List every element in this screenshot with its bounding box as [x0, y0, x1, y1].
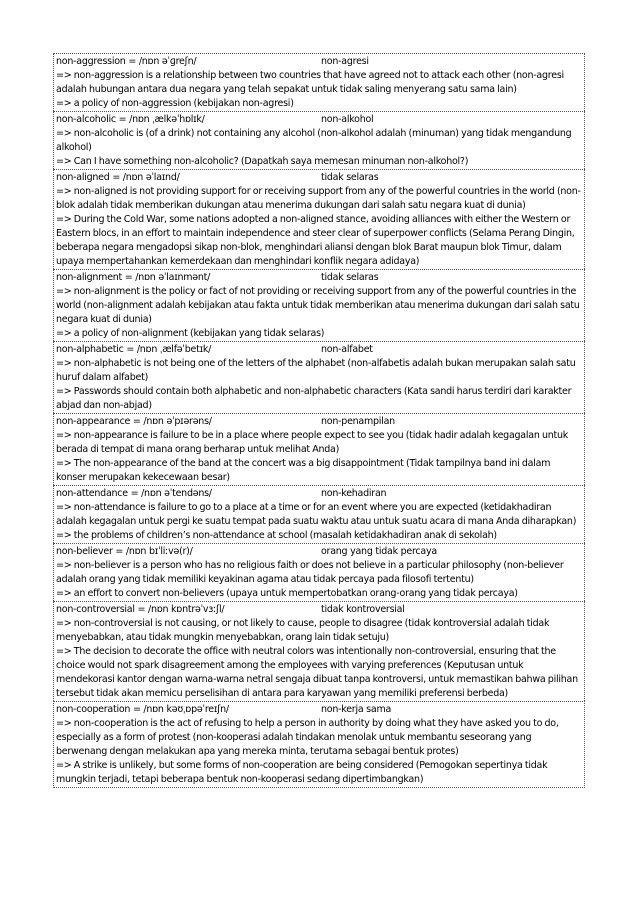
dictionary-entry	[53, 53, 585, 111]
entry-translation: non-alkohol	[321, 114, 374, 125]
entry-definition: => non-believer is a person who has no religious faith or does not believe in a particular philosophy (non-believer adalah orang yang tidak memiliki keyakinan agama atau tidak percaya pada filosofi tertentu)	[56, 560, 564, 585]
entry-term: non-cooperation = /nɒn kəʊˌɒpəˈreɪʃn/	[56, 704, 229, 715]
entry-example: => Passwords should contain both alphabetic and non-alphabetic characters (Kata sandi harus terdiri dari karakter abjad dan non-abjad)	[56, 386, 572, 411]
entry-example: => The decision to decorate the office with neutral colors was intentionally non-controversial, ensuring that the choice would not spark disagreement among the employees with varying preferences (Keputusan untuk mendekorasi kantor dengan warna-warna netral sengaja dibuat tanpa kontroversi, untuk memastikan bahwa pilihan tersebut tidak akan memicu perselisihan di antara para karyawan yang memiliki preferensi berbeda)	[56, 646, 578, 699]
entry-term: non-aligned = /nɒn əˈlaɪnd/	[56, 172, 180, 183]
entry-definition: => non-attendance is failure to go to a place at a time or for an event where you are expected (ketidakhadiran adalah kegagalan untuk pergi ke suatu tempat pada suatu waktu atau untuk suatu acara di mana Anda diharapkan)	[56, 502, 577, 527]
entry-definition: => non-alphabetic is not being one of the letters of the alphabet (non-alfabetis adalah bukan merupakan salah satu huruf dalam alfabet)	[56, 358, 576, 383]
entry-example: => Can I have something non-alcoholic? (Dapatkah saya memesan minuman non-alkohol?)	[56, 156, 469, 167]
entry-translation: orang yang tidak percaya	[321, 546, 437, 557]
dictionary-table	[53, 53, 585, 788]
dictionary-entry	[53, 111, 585, 169]
entry-example: => A strike is unlikely, but some forms of non-cooperation are being considered (Pemogokan sepertinya tidak mungkin terjadi, tetapi beberapa bentuk non-kooperasi sedang dipertimbangkan)	[56, 760, 548, 785]
entry-translation: tidak selaras	[321, 172, 379, 183]
entry-translation: tidak selaras	[321, 272, 379, 283]
entry-translation: non-kerja sama	[321, 704, 392, 715]
entry-headline	[56, 343, 582, 357]
entry-example: => the problems of children’s non-attendance at school (masalah ketidakhadiran anak di sekolah)	[56, 530, 497, 541]
entry-example: => During the Cold War, some nations adopted a non-aligned stance, avoiding alliances with either the Western or Eastern blocs, in an effort to maintain independence and steer clear of superpower conflicts (Selama Perang Dingin, beberapa negara mengadopsi sikap non-blok, menghindari aliansi dengan blok Barat maupun blok Timur, dalam upaya mempertahankan kemerdekaan dan menghindari konflik negara adidaya)	[56, 214, 575, 267]
entry-headline	[56, 487, 582, 501]
entry-definition: => non-appearance is failure to be in a place where people expect to see you (tidak hadir adalah kegagalan untuk berada di tempat di mana orang berharap untuk melihat Anda)	[56, 430, 569, 455]
entry-example: => The non-appearance of the band at the concert was a big disappointment (Tidak tampilnya band ini dalam konser merupakan kekecewaan besar)	[56, 458, 551, 483]
entry-headline	[56, 545, 582, 559]
dictionary-entry	[53, 701, 585, 788]
entry-headline	[56, 271, 582, 285]
dictionary-entry	[53, 485, 585, 543]
entry-example: => an effort to convert non-believers (upaya untuk mempertobatkan orang-orang yang tidak percaya)	[56, 588, 518, 599]
entry-definition: => non-alignment is the policy or fact of not providing or receiving support from any of the powerful countries in the world (non-alignment adalah kebijakan atau fakta untuk tidak memberikan atau menerima dukungan dari salah satu negara kuat di dunia)	[56, 286, 580, 325]
dictionary-entry	[53, 169, 585, 269]
dictionary-entry	[53, 543, 585, 601]
entry-headline	[56, 171, 582, 185]
entry-definition: => non-cooperation is the act of refusing to help a person in authority by doing what they have asked you to do, especially as a form of protest (non-kooperasi adalah tindakan menolak untuk membantu seseorang yang berwenang dengan melakukan apa yang mereka minta, terutama sebagai bentuk protes)	[56, 718, 559, 757]
entry-translation: non-agresi	[321, 56, 369, 67]
entry-translation: non-kehadiran	[321, 488, 387, 499]
entry-term: non-believer = /nɒn bɪˈliːvə(r)/	[56, 546, 193, 557]
entry-definition: => non-aligned is not providing support for or receiving support from any of the powerful countries in the world (non-blok adalah tidak memberikan dukungan atau menerima dukungan dari salah satu negara kuat di dunia)	[56, 186, 581, 211]
entry-translation: non-alfabet	[321, 344, 373, 355]
entry-term: non-attendance = /nɒn əˈtendəns/	[56, 488, 212, 499]
dictionary-entry	[53, 413, 585, 485]
entry-headline	[56, 113, 582, 127]
entry-example: => a policy of non-aggression (kebijakan non-agresi)	[56, 98, 294, 109]
entry-headline	[56, 415, 582, 429]
entry-headline	[56, 55, 582, 69]
entry-term: non-alignment = /nɒn əˈlaɪnmənt/	[56, 272, 211, 283]
dictionary-entry	[53, 269, 585, 341]
entry-headline	[56, 603, 582, 617]
entry-term: non-appearance = /nɒn əˈpɪərəns/	[56, 416, 212, 427]
entry-example: => a policy of non-alignment (kebijakan yang tidak selaras)	[56, 328, 325, 339]
entry-translation: non-penampilan	[321, 416, 395, 427]
entry-definition: => non-aggression is a relationship between two countries that have agreed not to attack each other (non-agresi adalah hubungan antara dua negara yang telah sepakat untuk tidak saling menyerang satu sama lain)	[56, 70, 564, 95]
entry-term: non-alphabetic = /nɒn ˌælfəˈbetɪk/	[56, 344, 212, 355]
entry-term: non-aggression = /nɒn əˈɡreʃn/	[56, 56, 197, 67]
dictionary-entry	[53, 601, 585, 701]
entry-term: non-controversial = /nɒn kɒntrəˈvɜːʃl/	[56, 604, 225, 615]
entry-translation: tidak kontroversial	[321, 604, 405, 615]
entry-definition: => non-alcoholic is (of a drink) not containing any alcohol (non-alkohol adalah (minuman) yang tidak mengandung alkohol)	[56, 128, 572, 153]
dictionary-entry	[53, 341, 585, 413]
entry-term: non-alcoholic = /nɒn ˌælkəˈhɒlɪk/	[56, 114, 205, 125]
entry-definition: => non-controversial is not causing, or not likely to cause, people to disagree (tidak kontroversial adalah tidak menyebabkan, atau tidak mungkin menyebabkan, orang lain tidak setuju)	[56, 618, 550, 643]
entry-headline	[56, 703, 582, 717]
